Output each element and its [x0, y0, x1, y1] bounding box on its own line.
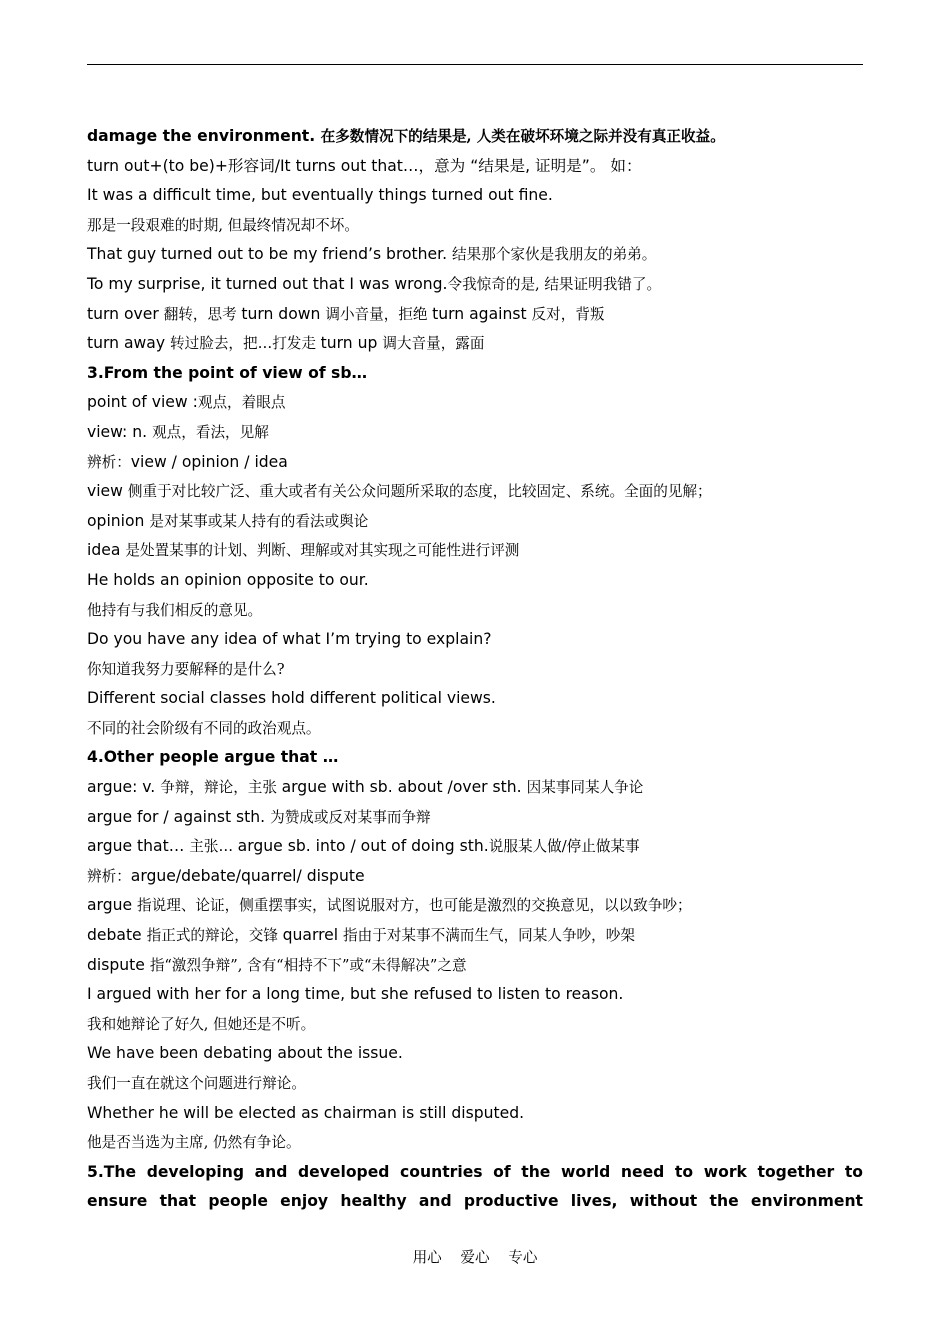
chinese-text: 辨析： [87, 453, 131, 471]
text-line [87, 418, 863, 448]
chinese-text: 指“激烈争辩”, 含有“相持不下”或“未得解决”之意 [149, 956, 467, 974]
text-line [87, 359, 863, 389]
english-text: dispute [87, 955, 150, 974]
chinese-text: 不同的社会阶级有不同的政治观点。 [87, 719, 321, 737]
text-line [87, 477, 863, 507]
text-line [87, 714, 863, 744]
chinese-text: 争辩，辩论，主张 [160, 779, 282, 797]
chinese-text: 调小音量，拒绝 [325, 305, 433, 323]
english-text: argue [87, 896, 138, 915]
english-text: turn up [320, 334, 383, 353]
english-text: turn away [87, 334, 171, 353]
text-line [87, 1069, 863, 1099]
chinese-text: 转过脸去，把…打发走 [170, 335, 321, 353]
english-text: Whether he will be elected as chairman is still disputed. [87, 1103, 525, 1122]
text-line [87, 329, 863, 359]
text-line [87, 655, 863, 685]
english-text: 3.From the point of view of sb… [87, 363, 368, 382]
chinese-text: 为赞成或反对某事而争辩 [270, 808, 431, 826]
chinese-text: 令我惊奇的是, 结果证明我错了。 [447, 275, 662, 293]
english-text: That guy turned out to be my friend’s brother. [87, 245, 453, 264]
chinese-text: 那是一段艰难的时期, 但最终情况却不坏。 [87, 216, 359, 234]
text-line [87, 832, 863, 862]
header-rule [87, 64, 863, 65]
chinese-text: 反对，背叛 [531, 305, 605, 323]
text-line [87, 980, 863, 1010]
text-line [87, 122, 863, 152]
english-text: Different social classes hold different political views. [87, 689, 496, 708]
chinese-text: 指由于对某事不满而生气，同某人争吵，吵架 [343, 927, 635, 945]
english-text: 4.Other people argue that … [87, 748, 339, 767]
text-line [87, 951, 863, 981]
chinese-text: 说服某人做/停止做某事 [488, 838, 640, 856]
english-text: quarrel [282, 926, 344, 945]
english-text: I argued with her for a long time, but she refused to listen to reason. [87, 985, 624, 1004]
text-line [87, 1010, 863, 1040]
english-text: turn down [241, 304, 326, 323]
chinese-text: 翻转，思考 [163, 305, 242, 323]
text-line [87, 240, 863, 270]
text-line [87, 566, 863, 596]
text-line [87, 862, 863, 892]
english-text: view [87, 482, 128, 501]
text-line [87, 625, 863, 655]
english-text: argue sb. into / out of doing sth. [237, 837, 489, 856]
text-line [87, 388, 863, 418]
text-line [87, 921, 863, 951]
text-line [87, 1158, 863, 1188]
text-line [87, 1039, 863, 1069]
english-text: It was a difficult time, but eventually things turned out fine. [87, 186, 553, 205]
english-text: 5.The developing and developed countries of the world need to work together to [87, 1162, 863, 1181]
text-line [87, 300, 863, 330]
english-text: argue that… [87, 837, 190, 856]
chinese-text: 在多数情况下的结果是, 人类在破坏环境之际并没有真正收益。 [320, 128, 725, 145]
chinese-text: 辨析： [87, 867, 131, 885]
chinese-text: 观点，看法，见解 [152, 423, 269, 441]
english-text: argue/debate/quarrel/ dispute [130, 866, 365, 885]
english-text: debate [87, 926, 147, 945]
text-line [87, 152, 863, 182]
chinese-text: 结果那个家伙是我朋友的弟弟。 [452, 246, 657, 264]
text-line [87, 448, 863, 478]
text-line [87, 536, 863, 566]
chinese-text: 是处置某事的计划、判断、理解或对其实现之可能性进行评测 [125, 542, 520, 560]
chinese-text: 指说理、论证，侧重摆事实，试图说服对方，也可能是激烈的交换意见，以以致争吵； [137, 897, 692, 915]
chinese-text: 指正式的辩论，交锋 [146, 927, 283, 945]
text-line [87, 596, 863, 626]
text-line [87, 1099, 863, 1129]
chinese-text: 他持有与我们相反的意见。 [87, 601, 263, 619]
english-text: argue for / against sth. [87, 807, 271, 826]
english-text: He holds an opinion opposite to our. [87, 570, 369, 589]
english-text: turn against [432, 304, 532, 323]
english-text: Do you have any idea of what I’m trying to explain? [87, 630, 492, 649]
english-text: view: n. [87, 422, 153, 441]
text-line [87, 773, 863, 803]
english-text: We have been debating about the issue. [87, 1044, 403, 1063]
document-body [87, 122, 863, 1217]
page-footer: 用心 爱心 专心 [412, 1249, 538, 1266]
text-line [87, 507, 863, 537]
text-line [87, 891, 863, 921]
english-text: ensure that people enjoy healthy and productive lives, without the environment [87, 1192, 863, 1211]
chinese-text: 因某事同某人争论 [526, 779, 644, 797]
english-text: turn over [87, 304, 164, 323]
text-line [87, 211, 863, 241]
text-line [87, 270, 863, 300]
english-text: opinion [87, 511, 150, 530]
english-text: damage the environment. [87, 127, 321, 145]
text-line [87, 684, 863, 714]
text-line [87, 1128, 863, 1158]
chinese-text: 主张… [189, 838, 238, 856]
english-text: argue with sb. about /over sth. [281, 778, 527, 797]
english-text: argue: v. [87, 778, 161, 797]
english-text: view / opinion / idea [130, 452, 288, 471]
english-text: turn out+(to be)+形容词/It turns out that…，意为 “结果是, 证明是”。 如： [87, 156, 642, 175]
english-text: idea [87, 541, 126, 560]
english-text: point of view : [87, 393, 198, 412]
chinese-text: 是对某事或某人持有的看法或舆论 [149, 512, 369, 530]
text-line [87, 743, 863, 773]
chinese-text: 观点，着眼点 [197, 394, 286, 412]
english-text: To my surprise, it turned out that I was wrong. [87, 274, 448, 293]
chinese-text: 他是否当选为主席, 仍然有争论。 [87, 1134, 301, 1152]
chinese-text: 我和她辩论了好久, 但她还是不听。 [87, 1015, 316, 1033]
chinese-text: 侧重于对比较广泛、重大或者有关公众问题所采取的态度，比较固定、系统。全面的见解； [127, 483, 712, 501]
chinese-text: 调大音量，露面 [382, 335, 485, 353]
text-line [87, 181, 863, 211]
chinese-text: 你知道我努力要解释的是什么? [87, 660, 285, 678]
chinese-text: 我们一直在就这个问题进行辩论。 [87, 1075, 306, 1092]
text-line [87, 803, 863, 833]
text-line [87, 1187, 863, 1217]
